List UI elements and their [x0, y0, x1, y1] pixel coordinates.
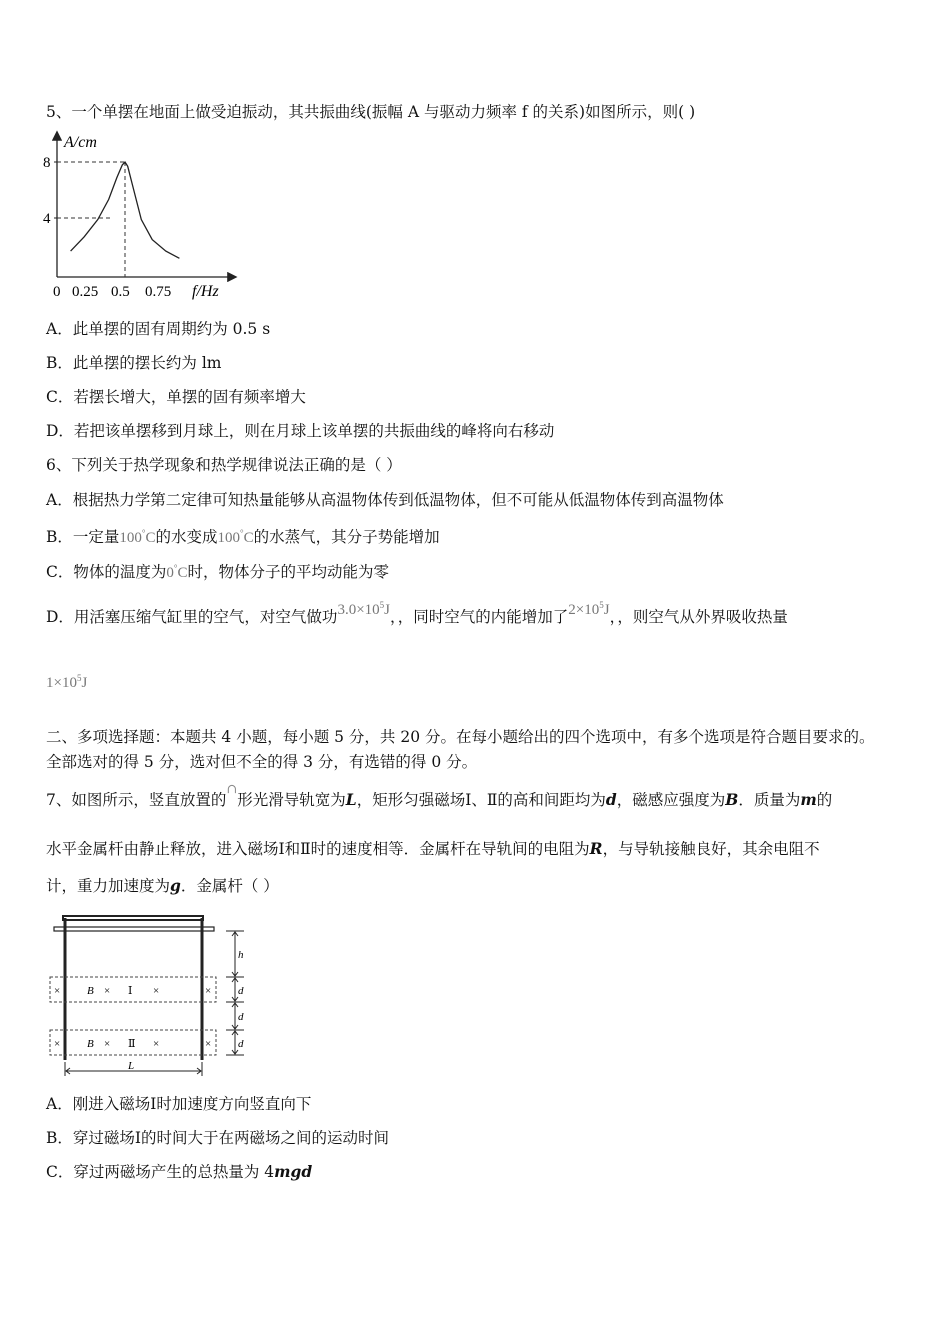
dim-d3-label: d	[238, 1038, 244, 1050]
q6-option-b	[46, 522, 440, 549]
q6-b-pre: B．一定量	[46, 528, 120, 546]
y-tick-label-4: 4	[43, 211, 51, 227]
q6-d-mid: ，同时空气的内能增加了	[397, 608, 569, 626]
q7-option-c: C．穿过两磁场产生的总热量为 4mgd	[46, 1162, 313, 1181]
q5-option-b: B．此单摆的摆长约为 lm	[46, 354, 222, 372]
y-tick-label-8: 8	[43, 155, 51, 171]
x-tick-label-025: 0.25	[72, 284, 99, 300]
magnetic-field-diagram	[44, 912, 254, 1082]
q6-c-pre: C．物体的温度为	[46, 563, 167, 581]
section2-line1: 二、多项选择题：本题共 4 小题，每小题 5 分，共 20 分。在每小题给出的四个选项中，有多个选项是符合题目要求的。	[46, 728, 875, 746]
q6-d-answer-math: $1\times 10^5J$	[46, 673, 88, 691]
svg-text:×: ×	[104, 985, 111, 997]
q6-c-post: 时，物体分子的平均动能为零	[187, 563, 390, 581]
q5-option-a: A．此单摆的固有周期约为 0.5 s	[46, 320, 271, 338]
svg-text:×: ×	[153, 1038, 160, 1050]
q6-b-mid: 的水变成	[155, 528, 218, 546]
q6-b-math1: 100°C	[119, 528, 156, 546]
svg-text:×: ×	[205, 985, 212, 997]
region-2-label: Ⅱ	[128, 1038, 136, 1050]
dim-h-label: h	[238, 949, 244, 961]
svg-text:×: ×	[54, 985, 61, 997]
q6-stem: 6、下列关于热学现象和热学规律说法正确的是（ ）	[46, 456, 402, 474]
field-region-1	[50, 977, 216, 1002]
svg-text:×: ×	[153, 985, 160, 997]
dim-d1-label: d	[238, 985, 244, 997]
svg-text:B: B	[87, 985, 94, 997]
svg-text:×: ×	[104, 1038, 111, 1050]
q6-d-pre: D．用活塞压缩气缸里的空气，对空气做功	[46, 608, 338, 626]
q6-b-post: 的水蒸气，其分子势能增加	[253, 528, 440, 546]
q6-d-math2: $2\times 10^5J$	[568, 600, 610, 618]
q6-option-c	[46, 557, 389, 584]
x-tick-label-075: 0.75	[145, 284, 172, 300]
dim-L-label: L	[128, 1060, 135, 1072]
q7-line3: 计，重力加速度为g．金属杆（ ）	[46, 876, 279, 895]
svg-text:×: ×	[205, 1038, 212, 1050]
metal-rod	[54, 927, 214, 931]
x-tick-label-05: 0.5	[111, 284, 130, 300]
q7-line2: 水平金属杆由静止释放，进入磁场Ⅰ和Ⅱ时的速度相等．金属杆在导轨间的电阻为R，与导轨接触良好，其余电阻不	[46, 839, 820, 858]
q6-d-math1: $3.0\times 10^5J$	[337, 600, 390, 618]
dim-d2-label: d	[238, 1011, 244, 1023]
q7-option-b: B．穿过磁场Ⅰ的时间大于在两磁场之间的运动时间	[46, 1129, 390, 1147]
svg-text:B: B	[87, 1038, 94, 1050]
q6-d-post: ，则空气从外界吸收热量	[617, 608, 788, 626]
rail-top	[63, 916, 203, 920]
q7-option-a: A．刚进入磁场Ⅰ时加速度方向竖直向下	[46, 1095, 312, 1113]
x-axis-label: f/Hz	[192, 283, 219, 300]
q5-option-d: D．若把该单摆移到月球上，则在月球上该单摆的共振曲线的峰将向右移动	[46, 422, 555, 440]
q6-d-answer	[46, 667, 87, 694]
x-tick-label-0: 0	[53, 284, 61, 300]
q6-option-d: D．用活塞压缩气缸里的空气，对空气做功$3.0\times 10^5J$，，同时空气的内能增加了$2\times 10^5J$，，则空气从外界吸收热量	[46, 600, 788, 626]
q7-line1: 7、如图所示，竖直放置的∩形光滑导轨宽为L，矩形匀强磁场Ⅰ、Ⅱ的高和间距均为d，磁感应强度为B．质量为m的	[46, 789, 832, 813]
cap-symbol: ∩	[226, 782, 238, 797]
q6-b-math2: 100°C	[217, 528, 254, 546]
q6-option-a: A．根据热力学第二定律可知热量能够从高温物体传到低温物体，但不可能从低温物体传到高温物体	[46, 491, 724, 509]
region-1-label: Ⅰ	[128, 985, 133, 997]
q5-option-c: C．若摆长增大，单摆的固有频率增大	[46, 388, 306, 406]
resonance-chart	[40, 125, 245, 305]
y-axis-label: A/cm	[64, 134, 97, 151]
svg-text:×: ×	[54, 1038, 61, 1050]
q5-stem: 5、一个单摆在地面上做受迫振动，其共振曲线(振幅 A 与驱动力频率 f 的关系)如图所示，则( )	[46, 103, 696, 121]
q6-c-math: 0°C	[166, 563, 188, 581]
section2-line2: 全部选对的得 5 分，选对但不全的得 3 分，有选错的得 0 分。	[46, 753, 478, 771]
